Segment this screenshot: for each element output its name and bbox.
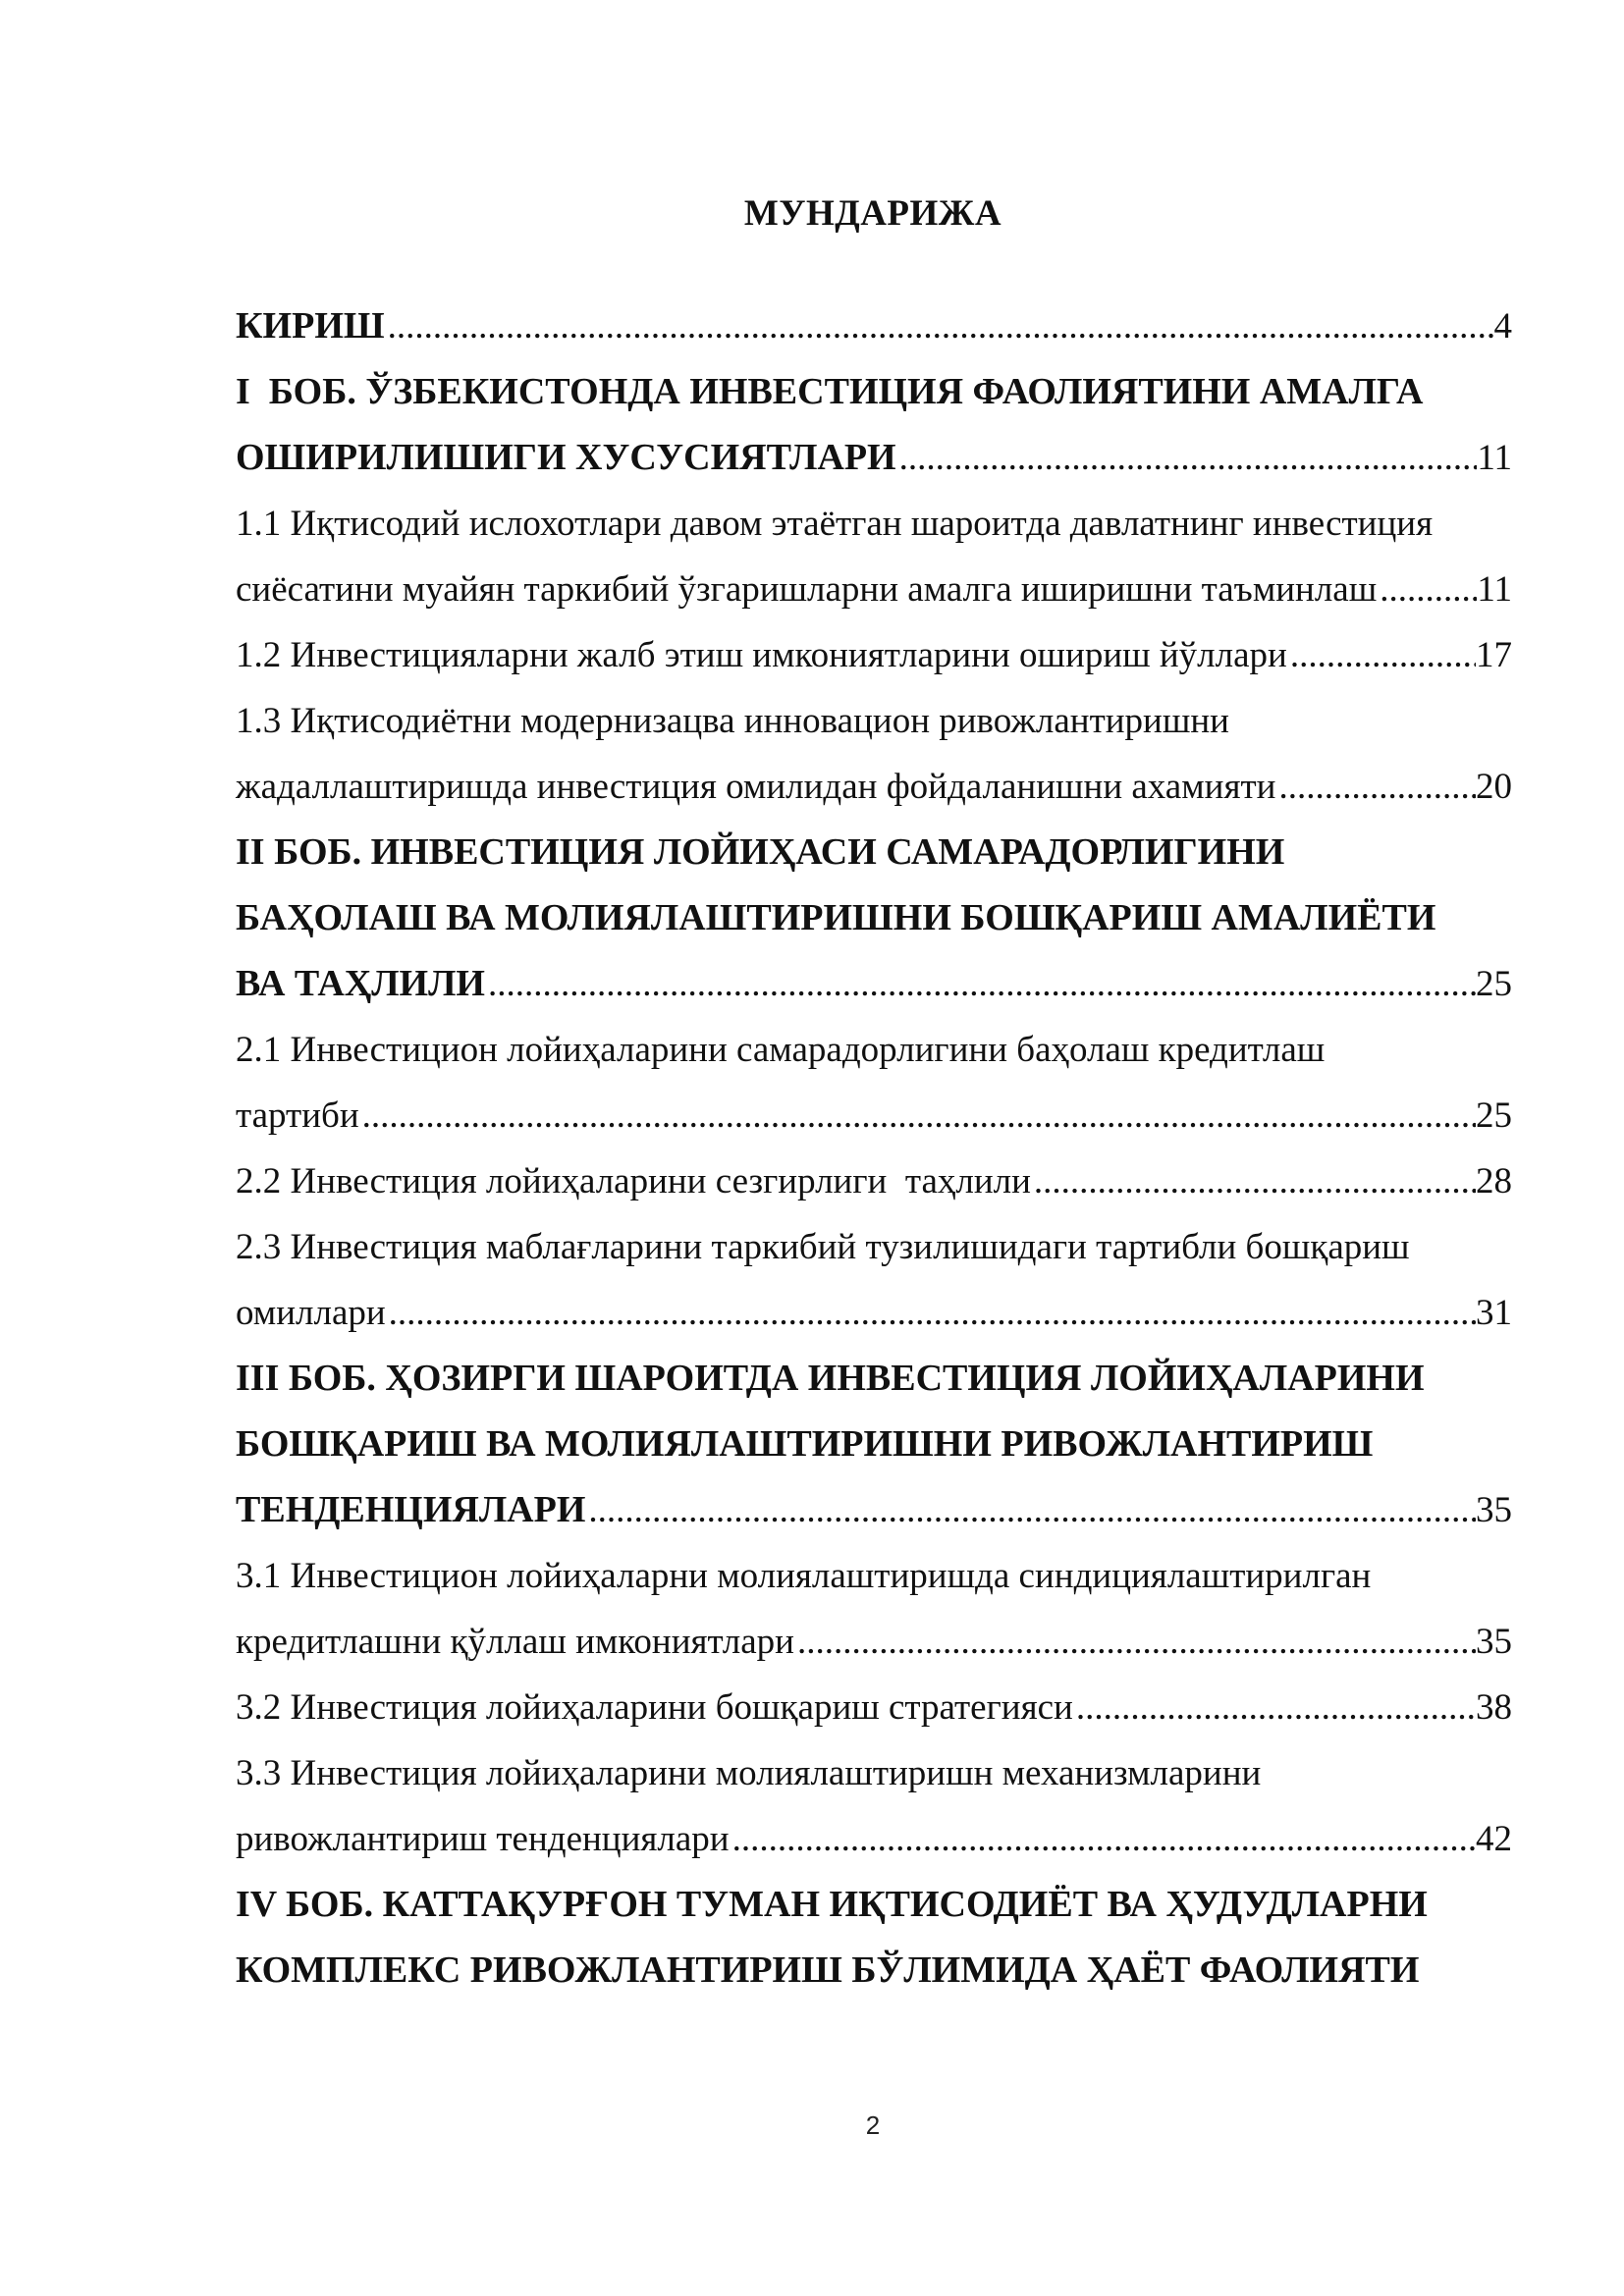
toc-entry[interactable] <box>236 542 1512 608</box>
toc-page-number: 35 <box>1476 1490 1512 1530</box>
page-number: 2 <box>865 2110 881 2140</box>
toc-entry[interactable] <box>236 1002 1512 1068</box>
dot-leader <box>1275 769 1476 805</box>
toc-page-number: 35 <box>1476 1622 1512 1662</box>
toc-entry[interactable] <box>236 476 1512 542</box>
toc-entry-text: IV БОБ. КАТТАҚУРҒОН ТУМАН ИҚТИСОДИЁТ ВА ҲУДУДЛАРНИ <box>236 1884 1428 1925</box>
toc-entry-text: БАҲОЛАШ ВА МОЛИЯЛАШТИРИШНИ БОШҚАРИШ АМАЛИЁТИ <box>236 897 1436 938</box>
toc-page-number: 4 <box>1493 306 1512 347</box>
toc-page-number: 11 <box>1477 569 1512 610</box>
toc-page-number: 25 <box>1476 1095 1512 1136</box>
toc-entry-text: КОМПЛЕКС РИВОЖЛАНТИРИШ БЎЛИМИДА ҲАЁТ ФАОЛИЯТИ <box>236 1949 1420 1991</box>
toc-entry-text: 2.1 Инвестицион лойиҳаларини самарадорлигини баҳолаш кредитлаш <box>236 1030 1326 1070</box>
toc-entry[interactable] <box>236 1923 1512 1989</box>
dot-leader <box>386 1295 1476 1331</box>
toc-entry-text: 3.2 Инвестиция лойиҳаларини бошқариш стратегияси <box>236 1687 1073 1728</box>
toc-entry-text: сиёсатини муайян таркибий ўзгаришларни амалга иширишни таъминлаш <box>236 569 1378 610</box>
toc-entry[interactable] <box>236 410 1512 476</box>
toc-entry-text: ТЕНДЕНЦИЯЛАРИ <box>236 1489 586 1530</box>
toc-entry-text: жадаллаштиришда инвестиция омилидан фойдаланишни ахамияти <box>236 767 1276 807</box>
toc-entry[interactable] <box>236 1134 1512 1200</box>
toc-entry-text: 1.1 Иқтисодий ислохотлари давом этаётган шароитда давлатнинг инвестиция <box>236 504 1434 544</box>
toc-entry[interactable] <box>236 1265 1512 1331</box>
toc-page-number: 20 <box>1476 767 1512 807</box>
toc-entry[interactable] <box>236 1857 1512 1923</box>
dot-leader <box>1031 1163 1476 1200</box>
toc-entry[interactable] <box>236 345 1512 410</box>
dot-leader <box>359 1097 1476 1134</box>
toc-entry-text: ривожлантириш тенденциялари <box>236 1819 730 1859</box>
toc-entry[interactable] <box>236 1463 1512 1528</box>
toc-entry-text: ВА ТАҲЛИЛИ <box>236 963 485 1004</box>
dot-leader <box>585 1492 1476 1528</box>
toc-entry[interactable] <box>236 1331 1512 1397</box>
toc-entry-text: БОШҚАРИШ ВА МОЛИЯЛАШТИРИШНИ РИВОЖЛАНТИРИШ <box>236 1423 1374 1465</box>
toc-page-number: 11 <box>1477 438 1512 478</box>
dot-leader <box>1073 1689 1476 1726</box>
toc-entry-text: омиллари <box>236 1293 386 1333</box>
toc-entry[interactable] <box>236 739 1512 805</box>
toc-entry[interactable] <box>236 1791 1512 1857</box>
toc-entry[interactable] <box>236 1068 1512 1134</box>
toc-entry[interactable] <box>236 673 1512 739</box>
toc-entry-text: 2.2 Инвестиция лойиҳаларини сезгирлиги таҳлили <box>236 1161 1031 1201</box>
toc-entry-text: 1.2 Инвестицияларни жалб этиш имкониятларини ошириш йўллари <box>236 635 1287 675</box>
toc-page-number: 31 <box>1476 1293 1512 1333</box>
toc-entry[interactable] <box>236 1726 1512 1791</box>
dot-leader <box>794 1624 1476 1660</box>
toc-entry[interactable] <box>236 1200 1512 1265</box>
toc-entry[interactable] <box>236 1660 1512 1726</box>
toc-entry[interactable] <box>236 1528 1512 1594</box>
toc-page-number: 42 <box>1476 1819 1512 1859</box>
toc-entry-text: 1.3 Иқтисодиётни модернизацва инновацион ривожлантиришни <box>236 701 1229 741</box>
toc-entry[interactable] <box>236 1397 1512 1463</box>
toc-entry-text: кредитлашни қўллаш имкониятлари <box>236 1622 794 1662</box>
dot-leader <box>1377 571 1477 608</box>
toc-entry[interactable] <box>236 608 1512 673</box>
toc-page-number: 38 <box>1476 1687 1512 1728</box>
toc-entry-text: 3.1 Инвестицион лойиҳаларни молиялаштиришда синдициялаштирилган <box>236 1556 1372 1596</box>
dot-leader <box>896 440 1478 476</box>
toc-entry-text: КИРИШ <box>236 305 385 347</box>
toc-entry-text: 2.3 Инвестиция маблағларини таркибий тузилишидаги тартибли бошқариш <box>236 1227 1410 1267</box>
toc-entry[interactable] <box>236 805 1512 871</box>
toc-entry-text: 3.3 Инвестиция лойиҳаларини молиялаштиришн механизмларини <box>236 1753 1262 1793</box>
dot-leader <box>730 1821 1476 1857</box>
toc-entry-text: ОШИРИЛИШИГИ ХУСУСИЯТЛАРИ <box>236 437 896 478</box>
toc-entry[interactable] <box>236 871 1512 936</box>
toc-page-number: 17 <box>1476 635 1512 675</box>
table-of-contents <box>236 279 1512 1989</box>
toc-entry-text: II БОБ. ИНВЕСТИЦИЯ ЛОЙИҲАСИ САМАРАДОРЛИГИНИ <box>236 831 1285 873</box>
toc-page-number: 25 <box>1476 964 1512 1004</box>
dot-leader <box>485 966 1476 1002</box>
toc-entry[interactable] <box>236 936 1512 1002</box>
dot-leader <box>385 308 1494 345</box>
toc-entry-text: I БОБ. ЎЗБЕКИСТОНДА ИНВЕСТИЦИЯ ФАОЛИЯТИНИ АМАЛГА <box>236 371 1424 412</box>
toc-title: МУНДАРИЖА <box>743 193 1002 234</box>
toc-page-number: 28 <box>1476 1161 1512 1201</box>
toc-entry[interactable] <box>236 1594 1512 1660</box>
toc-entry[interactable] <box>236 279 1512 345</box>
dot-leader <box>1287 637 1476 673</box>
toc-entry-text: тартиби <box>236 1095 359 1136</box>
toc-entry-text: III БОБ. ҲОЗИРГИ ШАРОИТДА ИНВЕСТИЦИЯ ЛОЙИҲАЛАРИНИ <box>236 1358 1425 1399</box>
